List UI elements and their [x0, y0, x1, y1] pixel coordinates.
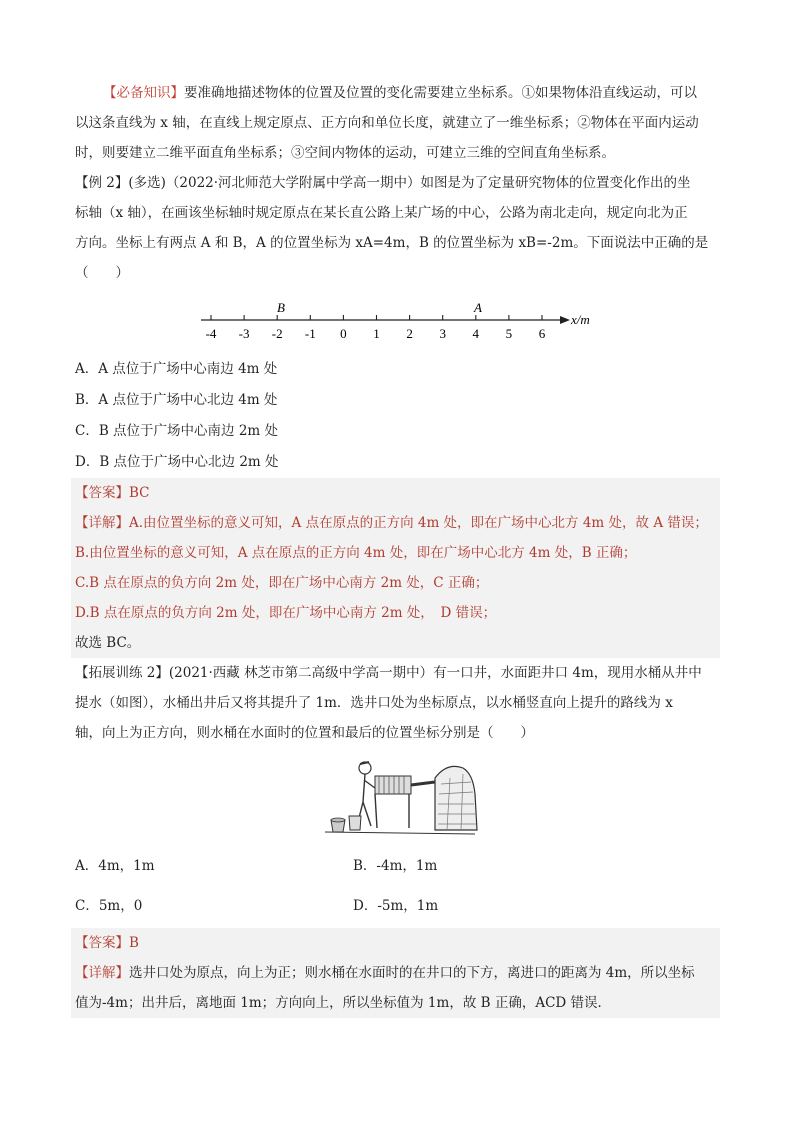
training-2-line-3: 轴，向上为正方向，则水桶在水面时的位置和最后的位置坐标分别是（ ） [75, 725, 534, 741]
answer-tag: 【答案】 [75, 485, 129, 501]
example-2-option-b[interactable]: B．A 点位于广场中心北边 4m 处 [75, 392, 278, 408]
axis-tick-label: 6 [538, 326, 546, 341]
training-detail-line-1: 选井口处为原点，向上为正；则水桶在水面时的在井口的下方，离进口的距离为 4m，所以坐标 [129, 965, 695, 981]
example-2-option-c[interactable]: C．B 点位于广场中心南边 2m 处 [75, 423, 279, 439]
training-answer-value: B [129, 935, 139, 951]
training-2-option-d[interactable]: D．-5m，1m [353, 898, 439, 914]
knowledge-line-1: 要准确地描述物体的位置及位置的变化需要建立坐标系。①如果物体沿直线运动，可以 [184, 85, 697, 101]
number-line-figure [75, 292, 720, 352]
detail-tag: 【详解】 [75, 515, 129, 531]
training-2-option-a[interactable]: A．4m，1m [75, 858, 155, 874]
training-2-solution [71, 928, 720, 1018]
example-2-line-1: 【例 2】(多选)（2022·河北师范大学附属中学高一期中）如图是为了定量研究物体的位置变化作出的坐 [75, 175, 691, 191]
axis-tick-label: -4 [205, 326, 217, 341]
example-2-option-d[interactable]: D．B 点位于广场中心北边 2m 处 [75, 454, 279, 470]
training-2-line-1: 【拓展训练 2】(2021·西藏 林芝市第二高级中学高一期中）有一口井，水面距井口 4m，现用水桶从井中 [75, 665, 702, 681]
knowledge-paragraph [75, 78, 720, 168]
example-2-line-4: （ ） [75, 265, 129, 281]
training-detail-tag: 【详解】 [75, 965, 129, 981]
axis-tick-label: -3 [238, 326, 250, 341]
example-2-solution [71, 478, 720, 658]
axis-tick-label: -1 [304, 326, 316, 341]
training-answer-tag: 【答案】 [75, 935, 129, 951]
training-2-line-2: 提水（如图），水桶出井后又将其提升了 1m．选井口处为坐标原点，以水桶竖直向上提升的路线为 x [75, 695, 673, 711]
example-2-line-2: 标轴（x 轴），在画该坐标轴时规定原点在某长直公路上某广场的中心，公路为南北走向，规定向北为正 [75, 205, 688, 221]
training-2-options-row-1 [75, 846, 720, 886]
training-detail-line-2: 值为-4m；出井后，离地面 1m；方向向上，所以坐标值为 1m，故 B 正确，ACD 错误． [75, 995, 612, 1011]
knowledge-line-3: 时，则要建立二维平面直角坐标系；③空间内物体的运动，可建立三维的空间直角坐标系。 [75, 145, 615, 161]
point-b-label: B [277, 300, 285, 315]
detail-line-4: D.B 点在原点的负方向 2m 处，即在广场中心南方 2m 处， D 错误； [75, 605, 497, 621]
training-2-options-row-2 [75, 886, 720, 926]
example-2-line-3: 方向。坐标上有两点 A 和 B，A 的位置坐标为 xA=4m，B 的位置坐标为 xB=-2m。下面说法中正确的是 [75, 235, 709, 251]
well-illustration [75, 754, 720, 844]
detail-line-2: B.由位置坐标的意义可知，A 点在原点的正方向 4m 处，即在广场中心北方 4m 处，B 正确； [75, 545, 637, 561]
knowledge-line-2: 以这条直线为 x 轴，在直线上规定原点、正方向和单位长度，就建立了一维坐标系；②物体在平面内运动 [75, 115, 699, 131]
axis-tick-label: 3 [439, 326, 446, 341]
axis-tick-label: 4 [472, 326, 480, 341]
axis-tick-label: -2 [271, 326, 283, 341]
example-2 [75, 168, 720, 658]
axis-ticks [206, 315, 546, 341]
well-svg [75, 754, 720, 844]
document-page [75, 78, 720, 1018]
answer-value: BC [129, 485, 150, 501]
number-line-svg [75, 292, 720, 352]
training-2-option-b[interactable]: B．-4m，1m [353, 858, 438, 874]
training-2-option-c[interactable]: C．5m，0 [75, 898, 143, 914]
axis-unit-label: x/m [571, 312, 590, 327]
axis-arrow-icon [560, 316, 570, 324]
detail-line-1: A.由位置坐标的意义可知，A 点在原点的正方向 4m 处，即在广场中心北方 4m 处，故 A 错误； [129, 515, 708, 531]
detail-line-5: 故选 BC。 [75, 635, 141, 651]
point-a-label: A [474, 300, 482, 315]
axis-tick-label: 0 [340, 326, 347, 341]
axis-tick-label: 1 [373, 326, 380, 341]
detail-line-3: C.B 点在原点的负方向 2m 处，即在广场中心南方 2m 处，C 正确； [75, 575, 489, 591]
training-2 [75, 658, 720, 1018]
example-2-option-a[interactable]: A．A 点位于广场中心南边 4m 处 [75, 361, 278, 377]
axis-tick-label: 5 [505, 326, 513, 341]
axis-tick-label: 2 [406, 326, 413, 341]
knowledge-tag: 【必备知识】 [103, 85, 184, 101]
